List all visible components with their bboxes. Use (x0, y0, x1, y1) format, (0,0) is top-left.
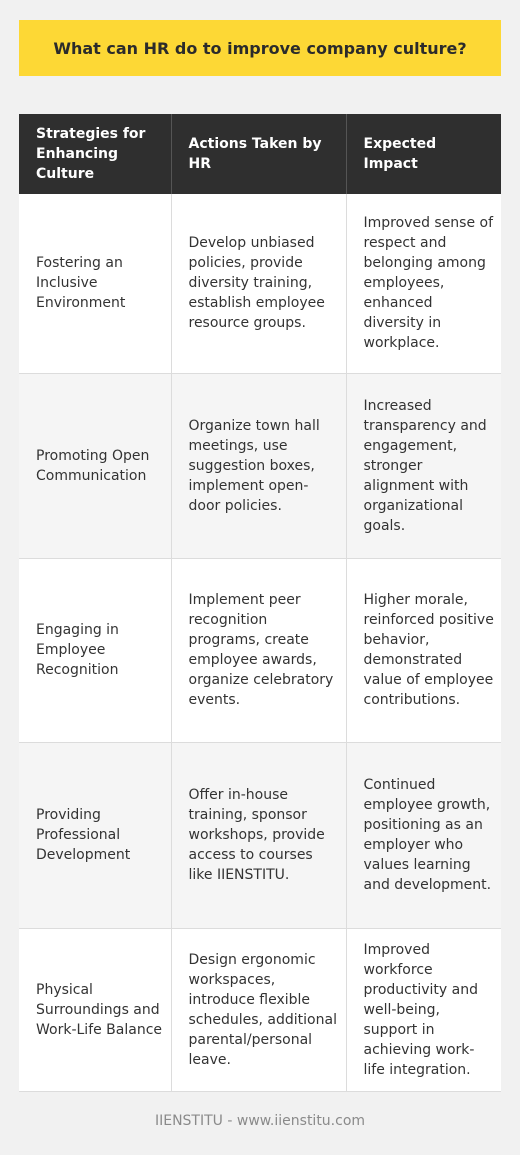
cell-impact: Improved sense of respect and belonging among employees, enhanced diversity in workplace. (346, 194, 501, 373)
table-header-row (19, 114, 501, 194)
cell-actions: Design ergonomic workspaces, introduce flexible schedules, additional parental/personal leave. (171, 928, 346, 1091)
table-row (19, 928, 501, 1091)
header-impact: Expected Impact (346, 114, 501, 194)
cell-strategy: Physical Surroundings and Work-Life Balance (19, 928, 171, 1091)
culture-strategies-table (19, 114, 501, 1092)
cell-actions: Offer in-house training, sponsor workshops, provide access to courses like IIENSTITU. (171, 742, 346, 928)
cell-impact: Continued employee growth, positioning as an employer who values learning and development. (346, 742, 501, 928)
table-row (19, 373, 501, 558)
cell-impact: Higher morale, reinforced positive behavior, demonstrated value of employee contributions. (346, 558, 501, 742)
table-row (19, 558, 501, 742)
page-title: What can HR do to improve company culture? (53, 38, 467, 58)
title-banner (19, 20, 501, 76)
cell-actions: Implement peer recognition programs, create employee awards, organize celebratory events. (171, 558, 346, 742)
cell-actions: Develop unbiased policies, provide diversity training, establish employee resource groups. (171, 194, 346, 373)
table-row (19, 742, 501, 928)
cell-strategy: Fostering an Inclusive Environment (19, 194, 171, 373)
table-row (19, 194, 501, 373)
cell-strategy: Promoting Open Communication (19, 373, 171, 558)
header-strategies: Strategies for Enhancing Culture (19, 114, 171, 194)
cell-strategy: Engaging in Employee Recognition (19, 558, 171, 742)
cell-impact: Increased transparency and engagement, stronger alignment with organizational goals. (346, 373, 501, 558)
cell-actions: Organize town hall meetings, use suggestion boxes, implement open-door policies. (171, 373, 346, 558)
header-actions: Actions Taken by HR (171, 114, 346, 194)
cell-impact: Improved workforce productivity and well-being, support in achieving work-life integration. (346, 928, 501, 1091)
cell-strategy: Providing Professional Development (19, 742, 171, 928)
footer-credit: IIENSTITU - www.iienstitu.com (154, 1113, 366, 1129)
